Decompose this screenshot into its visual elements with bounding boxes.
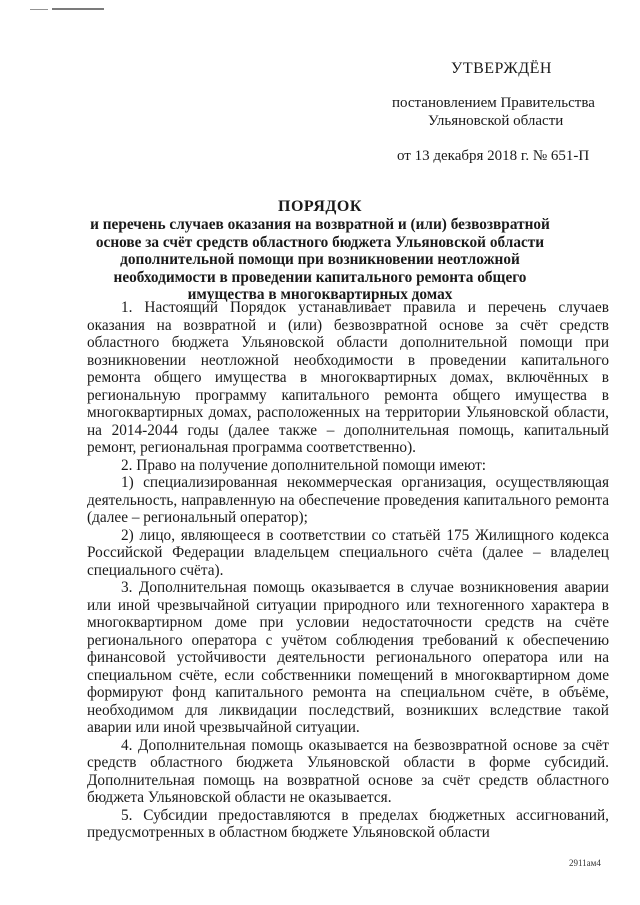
document-subtitle: и перечень случаев оказания на возвратной и (или) безвозвратной основе за счёт средств областного бюджета Ульяновской области дополнительной помощи при возникновении неотложной необходимости в проведении капитального ремонта общего имущества в многоквартирных домах: [90, 216, 550, 303]
paragraph-5: 5. Субсидии предоставляются в пределах бюджетных ассигнований, предусмотренных в областном бюджете Ульяновской области: [87, 806, 609, 841]
document-body: [87, 299, 609, 842]
approval-line-resolution: постановлением Правительства: [392, 95, 595, 111]
approval-line-region: Ульяновской области: [428, 113, 564, 129]
approval-line-date-number: от 13 декабря 2018 г. № 651-П: [397, 148, 590, 164]
approval-title: УТВЕРЖДЁН: [451, 60, 552, 77]
paragraph-2-item-2: 2) лицо, являющееся в соответствии со статьёй 175 Жилищного кодекса Российской Федерации владельцем специального счёта (далее – владелец специального счёта).: [87, 526, 609, 579]
scan-artifact-mark: [52, 8, 104, 10]
footer-code: 2911ам4: [569, 858, 601, 868]
document-heading: ПОРЯДОК: [278, 198, 362, 215]
paragraph-2: 2. Право на получение дополнительной помощи имеют:: [121, 456, 487, 474]
paragraph-2-item-1: 1) специализированная некоммерческая организация, осуществляющая деятельность, направленную на обеспечение проведения капитального ремонта (далее – региональный оператор);: [87, 474, 609, 526]
paragraph-4: 4. Дополнительная помощь оказывается на безвозвратной основе за счёт средств областного бюджета Ульяновской области в форме субсидий. Дополнительная помощь на возвратной основе за счёт средств областного бюджета Ульяновской области не оказывается.: [87, 736, 609, 806]
paragraph-3: 3. Дополнительная помощь оказывается в случае возникновения аварии или иной чрезвычайной ситуации природного или техногенного характера в многоквартирном доме при условии недостаточности средств на счёте регионального оператора с учётом соблюдения требований к обеспечению финансовой устойчивости деятельности регионального оператора или на специальном счёте, если собственники помещений в многоквартирном доме формируют фонд капитального ремонта на специальном счёте, в объёме, необходимом для ликвидации последствий, возникших вследствие такой аварии или иной чрезвычайной ситуации.: [87, 579, 609, 736]
paragraph-1: 1. Настоящий Порядок устанавливает правила и перечень случаев оказания на возвратной и (или) безвозвратной основе за счёт средств областного бюджета Ульяновской области дополнительной помощи при возникновении неотложной необходимости в проведении капитального ремонта общего имущества в многоквартирных домах, включённых в региональную программу капитального ремонта общего имущества в многоквартирных домах, расположенных на территории Ульяновской области, на 2014-2044 годы (далее также – дополнительная помощь, капитальный ремонт, региональная программа соответственно).: [87, 299, 609, 456]
